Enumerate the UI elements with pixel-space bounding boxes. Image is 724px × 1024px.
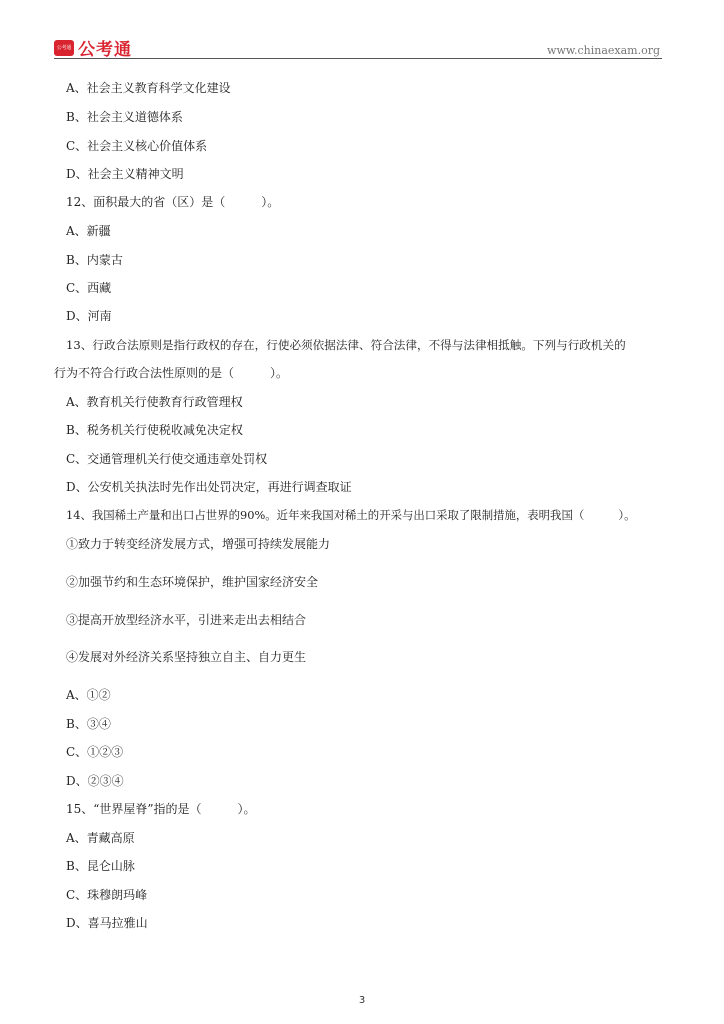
option-line: B、内蒙古 (66, 253, 123, 267)
question-line: 行为不符合行政合法性原则的是（ ）。 (54, 366, 289, 380)
question-line: 15、“世界屋脊”指的是（ ）。 (66, 802, 256, 816)
option-line: B、昆仑山脉 (66, 859, 135, 873)
option-line: A、青藏高原 (66, 831, 135, 845)
logo-text: 公考通 (78, 40, 132, 60)
statement-line: ②加强节约和生态环境保护，维护国家经济安全 (66, 575, 319, 589)
option-line: D、社会主义精神文明 (66, 167, 184, 181)
statement-line: ③提高开放型经济水平，引进来走出去相结合 (66, 613, 307, 627)
page-header (0, 0, 724, 60)
option-line: D、公安机关执法时先作出处罚决定，再进行调查取证 (66, 480, 352, 494)
option-line: A、社会主义教育科学文化建设 (66, 81, 231, 95)
option-line: C、交通管理机关行使交通违章处罚权 (66, 452, 268, 466)
option-line: A、教育机关行使教育行政管理权 (66, 395, 243, 409)
option-line: B、社会主义道德体系 (66, 110, 183, 124)
option-line: C、西藏 (66, 281, 112, 295)
option-line: C、①②③ (66, 745, 124, 759)
page-number: 3 (358, 995, 366, 1006)
option-line: B、税务机关行使税收减免决定权 (66, 423, 243, 437)
option-line: D、喜马拉雅山 (66, 916, 148, 930)
site-url: www.chinaexam.org (547, 44, 660, 57)
option-line: D、河南 (66, 309, 112, 323)
logo (54, 35, 132, 60)
option-line: A、①② (66, 688, 111, 702)
question-line: 13、行政合法原则是指行政权的存在，行使必须依据法律、符合法律，不得与法律相抵触。下列与行政机关的 (66, 338, 626, 352)
header-divider (54, 58, 662, 59)
logo-badge-icon: 公考通 (54, 40, 74, 56)
option-line: B、③④ (66, 717, 111, 731)
option-line: D、②③④ (66, 774, 124, 788)
option-line: A、新疆 (66, 224, 111, 238)
question-line: 14、我国稀土产量和出口占世界的90%。近年来我国对稀土的开采与出口采取了限制措施，表明我国（ ）。 (66, 508, 636, 522)
option-line: C、珠穆朗玛峰 (66, 888, 148, 902)
option-line: C、社会主义核心价值体系 (66, 139, 208, 153)
question-line: 12、面积最大的省（区）是（ ）。 (66, 195, 280, 209)
statement-line: ④发展对外经济关系坚持独立自主、自力更生 (66, 650, 307, 664)
statement-line: ①致力于转变经济发展方式，增强可持续发展能力 (66, 537, 331, 551)
